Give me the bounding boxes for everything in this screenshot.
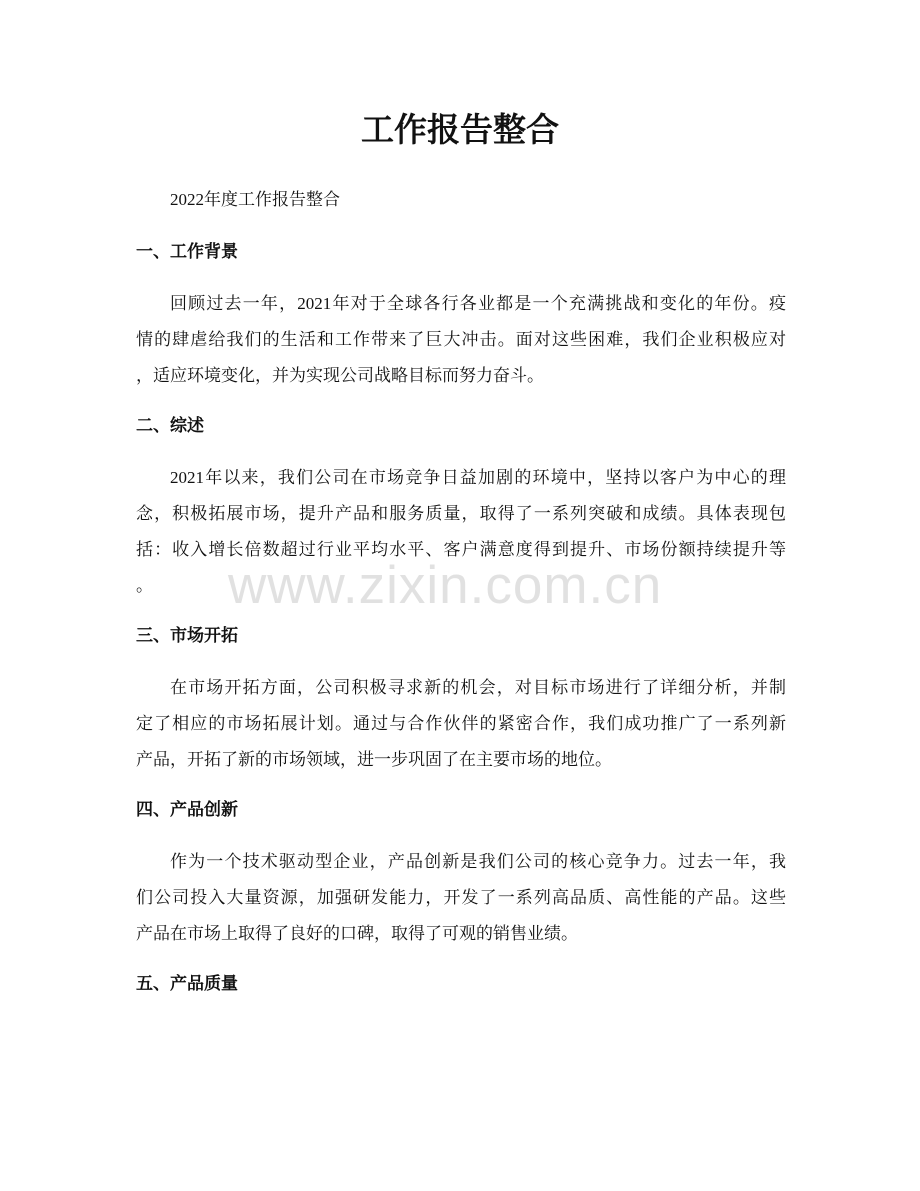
paragraph-line: 2021年以来，我们公司在市场竞争日益加剧的环境中，坚持以客户为中心的理 (170, 468, 786, 487)
paragraph-line: 回顾过去一年，2021年对于全球各行各业都是一个充满挑战和变化的年份。疫 (170, 294, 786, 313)
paragraph-line: 。 (136, 576, 153, 595)
section-heading: 二、综述 (136, 416, 204, 435)
paragraph-line: 产品，开拓了新的市场领域，进一步巩固了在主要市场的地位。 (136, 750, 612, 769)
paragraph-line: 定了相应的市场拓展计划。通过与合作伙伴的紧密合作，我们成功推广了一系列新 (136, 714, 786, 733)
section-heading: 三、市场开拓 (136, 626, 238, 645)
paragraph-line: 情的肆虐给我们的生活和工作带来了巨大冲击。面对这些困难，我们企业积极应对 (136, 330, 786, 349)
section-heading: 一、工作背景 (136, 242, 238, 261)
section-heading: 五、产品质量 (136, 974, 238, 993)
paragraph-line: 产品在市场上取得了良好的口碑，取得了可观的销售业绩。 (136, 924, 578, 943)
paragraph-line: 括：收入增长倍数超过行业平均水平、客户满意度得到提升、市场份额持续提升等 (136, 540, 786, 559)
document-title: 工作报告整合 (361, 111, 559, 148)
paragraph-line: 念，积极拓展市场，提升产品和服务质量，取得了一系列突破和成绩。具体表现包 (136, 504, 786, 523)
paragraph-line: 们公司投入大量资源，加强研发能力，开发了一系列高品质、高性能的产品。这些 (136, 888, 786, 907)
paragraph-line: 作为一个技术驱动型企业，产品创新是我们公司的核心竞争力。过去一年，我 (170, 852, 786, 871)
section-heading: 四、产品创新 (136, 800, 238, 819)
paragraph-line: 在市场开拓方面，公司积极寻求新的机会，对目标市场进行了详细分析，并制 (170, 678, 786, 697)
document-subtitle: 2022年度工作报告整合 (170, 190, 340, 209)
watermark: www.zixin.com.cn (228, 556, 663, 615)
paragraph-line: ，适应环境变化，并为实现公司战略目标而努力奋斗。 (136, 366, 544, 385)
